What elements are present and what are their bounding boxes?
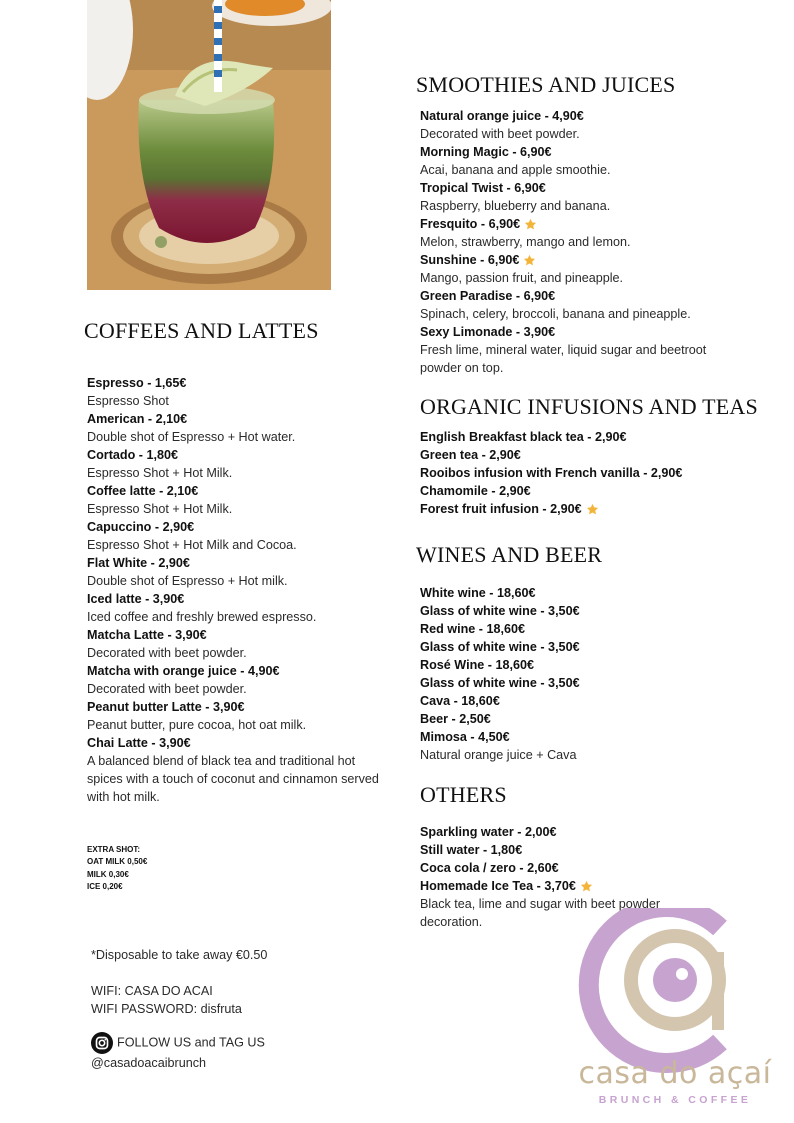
- menu-item-name-text: Glass of white wine - 3,50€: [420, 640, 580, 654]
- menu-item-description: Double shot of Espresso + Hot milk.: [87, 574, 288, 588]
- menu-item-name-text: American - 2,10€: [87, 412, 188, 426]
- menu-item-description: Decorated with beet powder.: [420, 127, 580, 141]
- menu-item-name: [420, 482, 760, 500]
- follow-line: [91, 1032, 265, 1054]
- menu-item-description: Iced coffee and freshly brewed espresso.: [87, 610, 317, 624]
- disposable-note: *Disposable to take away €0.50: [91, 948, 268, 962]
- menu-item-name-text: Forest fruit infusion - 2,90€: [420, 502, 582, 516]
- menu-item-description: Espresso Shot + Hot Milk.: [87, 466, 233, 480]
- menu-item-name-text: Matcha with orange juice - 4,90€: [87, 664, 280, 678]
- menu-item-name-text: Capuccino - 2,90€: [87, 520, 195, 534]
- menu-item-name-text: Red wine - 18,60€: [420, 622, 525, 636]
- menu-item-description: Decorated with beet powder.: [87, 682, 247, 696]
- menu-item-name: [87, 410, 387, 428]
- menu-item-name: [420, 823, 710, 841]
- menu-item-name: [420, 500, 760, 518]
- menu-item-description: Espresso Shot + Hot Milk.: [87, 502, 233, 516]
- star-icon: [580, 880, 593, 893]
- menu-item-name-text: Sexy Limonade - 3,90€: [420, 325, 556, 339]
- menu-item-description: Raspberry, blueberry and banana.: [420, 199, 611, 213]
- extras-line: MILK 0,30€: [87, 869, 129, 879]
- menu-item-name: [420, 107, 750, 125]
- star-icon: [524, 218, 537, 231]
- menu-item-name: [420, 877, 710, 895]
- menu-item-name: [87, 374, 387, 392]
- infusions-list: [420, 428, 760, 518]
- menu-item-name: [420, 464, 760, 482]
- menu-item-name: [87, 590, 387, 608]
- extras-line: OAT MILK 0,50€: [87, 857, 148, 867]
- others-section-title: OTHERS: [420, 782, 507, 807]
- menu-item-name-text: Chamomile - 2,90€: [420, 484, 531, 498]
- wifi-name: WIFI: CASA DO ACAI: [91, 984, 213, 998]
- menu-item-description: Peanut butter, pure cocoa, hot oat milk.: [87, 718, 307, 732]
- menu-item-name: [420, 179, 750, 197]
- menu-item-name-text: White wine - 18,60€: [420, 586, 536, 600]
- menu-item-name: [420, 841, 710, 859]
- menu-item-name: [420, 674, 750, 692]
- menu-item-name: [87, 662, 387, 680]
- menu-item-name: [420, 692, 750, 710]
- menu-item-name: [420, 323, 750, 341]
- menu-item-name: [87, 734, 387, 752]
- menu-item-name: [420, 446, 760, 464]
- menu-item-name-text: Cortado - 1,80€: [87, 448, 178, 462]
- menu-item-name: [420, 287, 750, 305]
- menu-item-name-text: Coffee latte - 2,10€: [87, 484, 199, 498]
- brand-tagline: BRUNCH & COFFEE: [598, 1094, 752, 1106]
- menu-item-description: Espresso Shot + Hot Milk and Cocoa.: [87, 538, 297, 552]
- menu-item-name: [420, 710, 750, 728]
- menu-item-name: [420, 215, 750, 233]
- infusions-section-title: ORGANIC INFUSIONS AND TEAS: [420, 394, 758, 419]
- coffees-list: [87, 374, 387, 806]
- extras-block: [87, 844, 147, 893]
- menu-item-name-text: Matcha Latte - 3,90€: [87, 628, 207, 642]
- menu-item-name-text: Coca cola / zero - 2,60€: [420, 861, 559, 875]
- wines-list: [420, 584, 750, 764]
- smoothie-photo: [87, 0, 331, 290]
- menu-item-name-text: English Breakfast black tea - 2,90€: [420, 430, 627, 444]
- menu-item-description: Acai, banana and apple smoothie.: [420, 163, 611, 177]
- menu-item-name-text: Green Paradise - 6,90€: [420, 289, 556, 303]
- menu-item-description: Decorated with beet powder.: [87, 646, 247, 660]
- menu-item-name: [87, 626, 387, 644]
- star-icon: [523, 254, 536, 267]
- menu-item-name-text: Peanut butter Latte - 3,90€: [87, 700, 245, 714]
- menu-item-name: [420, 620, 750, 638]
- coffees-section-title: COFFEES AND LATTES: [84, 318, 319, 343]
- menu-item-name-text: Cava - 18,60€: [420, 694, 500, 708]
- star-icon: [586, 503, 599, 516]
- menu-item-name: [420, 728, 750, 746]
- menu-item-name-text: Chai Latte - 3,90€: [87, 736, 191, 750]
- menu-item-name-text: Iced latte - 3,90€: [87, 592, 185, 606]
- menu-item-name-text: Tropical Twist - 6,90€: [420, 181, 546, 195]
- menu-item-name: [87, 554, 387, 572]
- menu-item-name: [420, 859, 710, 877]
- menu-item-name: [420, 251, 750, 269]
- menu-item-name-text: Green tea - 2,90€: [420, 448, 521, 462]
- menu-item-name: [420, 638, 750, 656]
- instagram-icon: [91, 1032, 113, 1054]
- menu-item-name-text: Flat White - 2,90€: [87, 556, 190, 570]
- menu-item-name-text: Glass of white wine - 3,50€: [420, 604, 580, 618]
- menu-item-description: Mango, passion fruit, and pineapple.: [420, 271, 624, 285]
- menu-item-name: [87, 482, 387, 500]
- extras-line: ICE 0,20€: [87, 881, 123, 891]
- menu-item-name: [420, 602, 750, 620]
- menu-item-description: Black tea, lime and sugar with beet powder decoration.: [420, 897, 661, 929]
- menu-item-description: A balanced blend of black tea and traditional hot spices with a touch of coconut and cinnamon served with hot milk.: [87, 754, 379, 804]
- menu-item-name-text: Rooibos infusion with French vanilla - 2,90€: [420, 466, 683, 480]
- menu-item-name-text: Rosé Wine - 18,60€: [420, 658, 534, 672]
- wifi-password: WIFI PASSWORD: disfruta: [91, 1002, 242, 1016]
- menu-item-name-text: Sunshine - 6,90€: [420, 253, 520, 267]
- menu-item-name: [420, 143, 750, 161]
- extras-title: EXTRA SHOT:: [87, 845, 141, 854]
- menu-item-name-text: Homemade Ice Tea - 3,70€: [420, 879, 576, 893]
- menu-item-name-text: Fresquito - 6,90€: [420, 217, 521, 231]
- menu-item-name-text: Morning Magic - 6,90€: [420, 145, 552, 159]
- follow-text: FOLLOW US and TAG US: [117, 1035, 265, 1050]
- menu-item-name: [420, 428, 760, 446]
- smoothies-section-title: SMOOTHIES AND JUICES: [416, 72, 676, 97]
- brand-name: casa do açaí: [578, 1056, 772, 1091]
- menu-item-name: [87, 446, 387, 464]
- menu-item-description: Spinach, celery, broccoli, banana and pineapple.: [420, 307, 691, 321]
- menu-item-name-text: Still water - 1,80€: [420, 843, 523, 857]
- menu-item-name-text: Sparkling water - 2,00€: [420, 825, 557, 839]
- menu-item-name: [420, 656, 750, 674]
- menu-item-name-text: Mimosa - 4,50€: [420, 730, 510, 744]
- menu-item-name: [420, 584, 750, 602]
- menu-item-description: Double shot of Espresso + Hot water.: [87, 430, 296, 444]
- menu-item-name: [87, 698, 387, 716]
- menu-item-name: [87, 518, 387, 536]
- menu-item-name-text: Natural orange juice - 4,90€: [420, 109, 584, 123]
- menu-item-name-text: Espresso - 1,65€: [87, 376, 187, 390]
- menu-item-description: Natural orange juice + Cava: [420, 748, 577, 762]
- instagram-handle[interactable]: @casadoacaibrunch: [91, 1056, 207, 1070]
- wines-section-title: WINES AND BEER: [416, 542, 603, 567]
- menu-item-name-text: Beer - 2,50€: [420, 712, 491, 726]
- menu-item-description: Fresh lime, mineral water, liquid sugar and beetroot powder on top.: [420, 343, 707, 375]
- menu-item-description: Melon, strawberry, mango and lemon.: [420, 235, 631, 249]
- smoothies-list: [420, 107, 750, 377]
- menu-item-description: Espresso Shot: [87, 394, 169, 408]
- menu-item-name-text: Glass of white wine - 3,50€: [420, 676, 580, 690]
